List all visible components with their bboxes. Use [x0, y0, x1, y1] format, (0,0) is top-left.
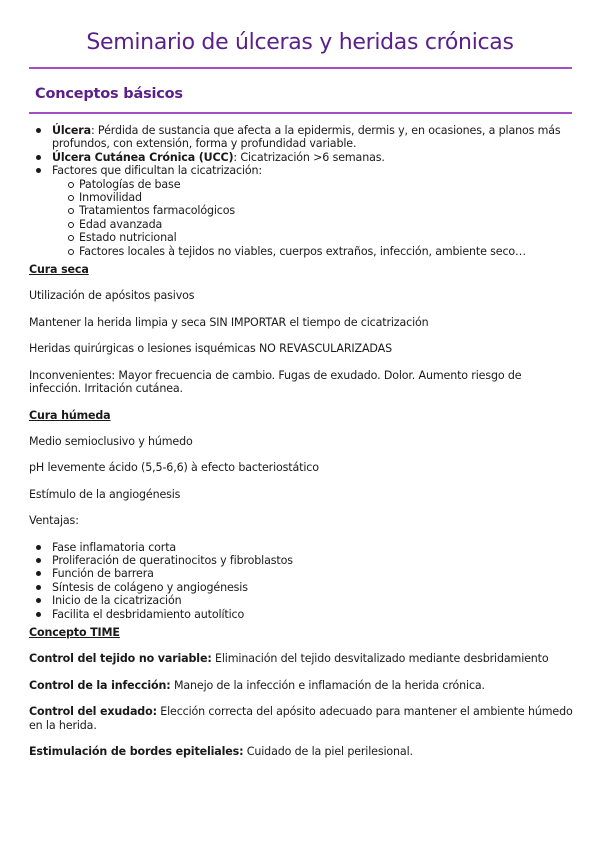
list-item: Tratamientos farmacológicos — [68, 204, 574, 217]
list-item: Factores locales à tejidos no viables, cuerpos extraños, infección, ambiente seco… — [68, 245, 574, 258]
subheading-cura-seca: Cura seca — [29, 263, 89, 277]
paragraph — [29, 745, 574, 758]
list-item: Facilita el desbridamiento autolítico — [29, 608, 574, 621]
factors-list — [68, 178, 574, 258]
list-item: Proliferación de queratinocitos y fibroblastos — [29, 554, 574, 567]
subheading-cura-humeda: Cura húmeda — [29, 408, 111, 422]
definition: Elección correcta del apósito adecuado para mantener el ambiente húmedo en la herida. — [29, 705, 573, 732]
list-item: Inmovilidad — [68, 191, 574, 204]
definition: Eliminación del tejido desvitalizado mediante desbridamiento — [211, 652, 549, 666]
paragraph: Ventajas: — [29, 514, 79, 528]
list-item — [29, 164, 574, 258]
subheading-concepto-time: Concepto TIME — [29, 625, 120, 639]
definition: Manejo de la infección e inflamación de la herida crónica. — [170, 678, 485, 692]
list-item: Edad avanzada — [68, 218, 574, 231]
paragraph — [29, 652, 574, 665]
list-item: Fase inflamatoria corta — [29, 541, 574, 554]
term: Úlcera Cutánea Crónica (UCC) — [52, 150, 234, 164]
term: Control de la infección: — [29, 678, 171, 692]
paragraph — [29, 705, 574, 732]
paragraph: Utilización de apósitos pasivos — [29, 289, 195, 303]
list-item — [29, 151, 574, 164]
paragraph — [29, 679, 574, 692]
list-item: Función de barrera — [29, 567, 574, 580]
term: Control del exudado: — [29, 705, 157, 719]
section-title: Conceptos básicos — [35, 86, 183, 102]
section-divider — [29, 112, 572, 114]
basics-list — [29, 124, 574, 258]
paragraph: Estímulo de la angiogénesis — [29, 487, 181, 501]
term: Control del tejido no variable: — [29, 652, 212, 666]
definition: : Cicatrización >6 semanas. — [233, 150, 385, 164]
paragraph: Inconvenientes: Mayor frecuencia de cambio. Fugas de exudado. Dolor. Aumento riesgo de infección. Irritación cutánea. — [29, 368, 522, 396]
list-item: Síntesis de colágeno y angiogénesis — [29, 581, 574, 594]
term: Estimulación de bordes epiteliales: — [29, 745, 244, 758]
list-item: Patologías de base — [68, 178, 574, 191]
factors-label: Factores que dificultan la cicatrización: — [52, 164, 262, 178]
ventajas-list — [29, 541, 574, 621]
list-item: Estado nutricional — [68, 231, 574, 244]
document-body — [29, 124, 574, 758]
list-item: Inicio de la cicatrización — [29, 594, 574, 607]
paragraph: Mantener la herida limpia y seca SIN IMPORTAR el tiempo de cicatrización — [29, 315, 429, 329]
definition: Cuidado de la piel perilesional. — [243, 745, 413, 758]
paragraph: Medio semioclusivo y húmedo — [29, 434, 193, 448]
list-item — [29, 124, 574, 151]
page-title: Seminario de úlceras y heridas crónicas — [86, 30, 514, 55]
definition: : Pérdida de sustancia que afecta a la epidermis, dermis y, en ocasiones, a planos más profundos, con extensión, forma y profundidad variable. — [52, 124, 561, 151]
paragraph: Heridas quirúrgicas o lesiones isquémicas NO REVASCULARIZADAS — [29, 342, 392, 356]
title-divider — [29, 67, 572, 69]
paragraph: pH levemente ácido (5,5-6,6) à efecto bacteriostático — [29, 461, 319, 475]
term: Úlcera — [52, 124, 91, 137]
